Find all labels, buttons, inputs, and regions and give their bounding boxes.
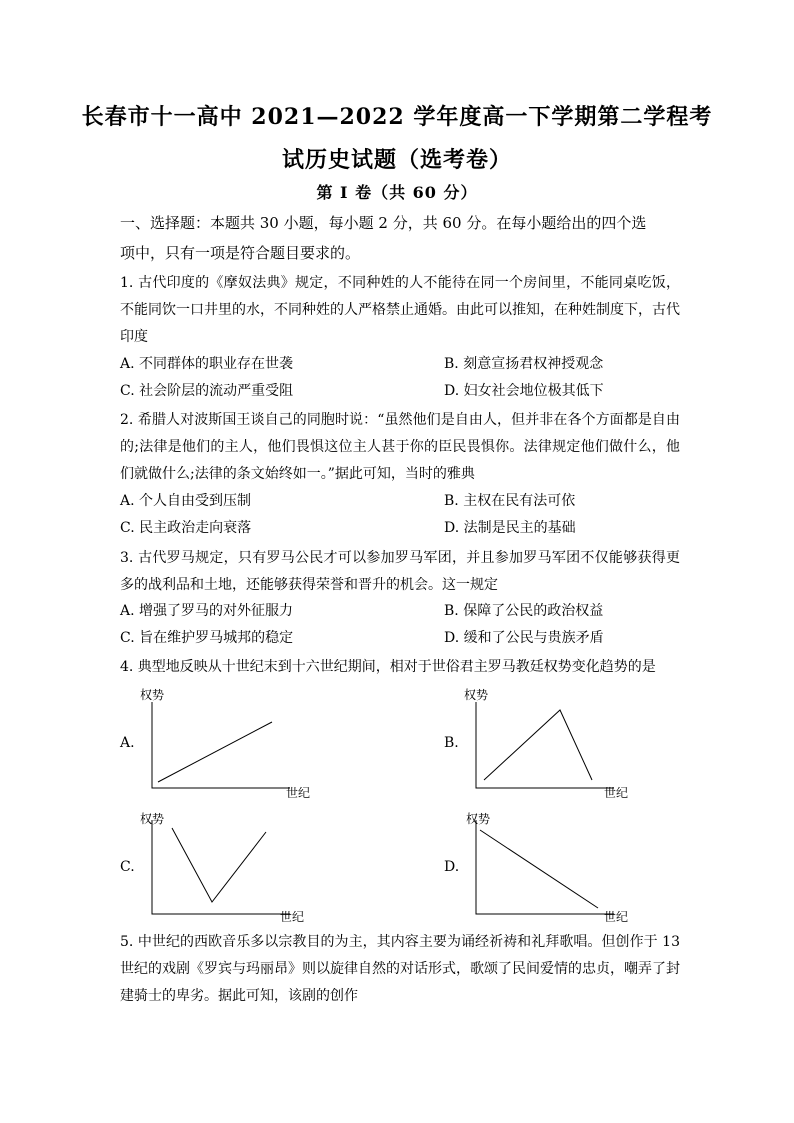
question-2-stem: 2. 希腊人对波斯国王谈自己的同胞时说：“虽然他们是自由人，但并非在各个方面都是自由的;法律是他们的主人，他们畏惧这位主人甚于你的臣民畏惧你。法律规定他们做什么，他们就做什么;法律的条文始终如一。”据此可知，当时的雅典 xyxy=(120,412,680,482)
question-3-stem: 3. 古代罗马规定，只有罗马公民才可以参加罗马军团，并且参加罗马军团不仅能够获得更多的战利品和土地，还能够获得荣誉和晋升的机会。这一规定 xyxy=(120,550,680,593)
question-4-stem: 4. 典型地反映从十世纪末到十六世纪期间，相对于世俗君主罗马教廷权势变化趋势的是 xyxy=(120,659,656,675)
part-title: 第 I 卷（共 60 分） xyxy=(316,183,478,202)
exam-title-line1: 长春市十一高中 2021—2022 学年度高一下学期第二学程考 xyxy=(81,104,713,130)
graph-d-x-label: 世纪 xyxy=(604,910,629,924)
q2-option-c[interactable]: C. 民主政治走向衰落 xyxy=(120,520,252,536)
q1-option-c[interactable]: C. 社会阶层的流动严重受阻 xyxy=(120,383,294,399)
graph-b-trend-line xyxy=(484,710,592,780)
q3-option-c[interactable]: C. 旨在维护罗马城邦的稳定 xyxy=(120,630,294,646)
graph-a-trend-line xyxy=(158,722,272,782)
section-instruction-line2: 项中，只有一项是符合题目要求的。 xyxy=(120,244,361,262)
q2-option-a[interactable]: A. 个人自由受到压制 xyxy=(120,493,252,509)
graph-a-axes xyxy=(152,702,290,788)
q1-option-b[interactable]: B. 刻意宣扬君权神授观念 xyxy=(444,356,604,372)
graph-c-axes xyxy=(152,820,290,914)
graph-a-x-label: 世纪 xyxy=(286,786,311,800)
q4-option-a[interactable]: A. xyxy=(120,735,135,751)
q4-option-b[interactable]: B. xyxy=(444,735,459,751)
graph-b-y-label: 权势 xyxy=(464,688,489,702)
q3-option-d[interactable]: D. 缓和了公民与贵族矛盾 xyxy=(444,630,604,646)
q2-option-d[interactable]: D. 法制是民主的基础 xyxy=(444,520,576,536)
graph-b-x-label: 世纪 xyxy=(604,786,629,800)
graph-d-trend-line xyxy=(480,830,598,908)
exam-title-line2: 试历史试题（选考卷） xyxy=(281,147,512,173)
q1-option-d[interactable]: D. 妇女社会地位极其低下 xyxy=(444,383,604,399)
graph-c-y-label: 权势 xyxy=(140,812,165,826)
question-5-stem: 5. 中世纪的西欧音乐多以宗教目的为主，其内容主要为诵经祈祷和礼拜歌唱。但创作于 13 世纪的戏剧《罗宾与玛丽昂》则以旋律自然的对话形式，歌颂了民间爱情的忠贞，嘲弄了封建骑士的卑劣。据此可知，该剧的创作 xyxy=(120,934,680,1004)
graph-c-trend-line xyxy=(172,828,266,902)
q2-option-b[interactable]: B. 主权在民有法可依 xyxy=(444,493,576,509)
graph-d-axes xyxy=(476,820,614,914)
q4-option-c[interactable]: C. xyxy=(120,859,135,875)
q1-option-a[interactable]: A. 不同群体的职业存在世袭 xyxy=(120,356,294,372)
q4-option-d[interactable]: D. xyxy=(444,859,460,875)
graph-a-y-label: 权势 xyxy=(140,688,165,702)
graph-a xyxy=(140,684,310,804)
question-1-stem: 1. 古代印度的《摩奴法典》规定，不同种姓的人不能待在同一个房间里，不能同桌吃饭，不能同饮一口井里的水，不同种姓的人严格禁止通婚。由此可以推知，在种姓制度下，古代印度 xyxy=(120,275,680,345)
q3-option-b[interactable]: B. 保障了公民的政治权益 xyxy=(444,603,604,619)
graph-c-x-label: 世纪 xyxy=(280,910,305,924)
section-instruction-line1: 一、选择题：本题共 30 小题，每小题 2 分，共 60 分。在每小题给出的四个选 xyxy=(120,214,647,232)
graph-b-axes xyxy=(476,702,614,788)
q3-option-a[interactable]: A. 增强了罗马的对外征服力 xyxy=(120,603,294,619)
graph-d-y-label: 权势 xyxy=(466,812,491,826)
